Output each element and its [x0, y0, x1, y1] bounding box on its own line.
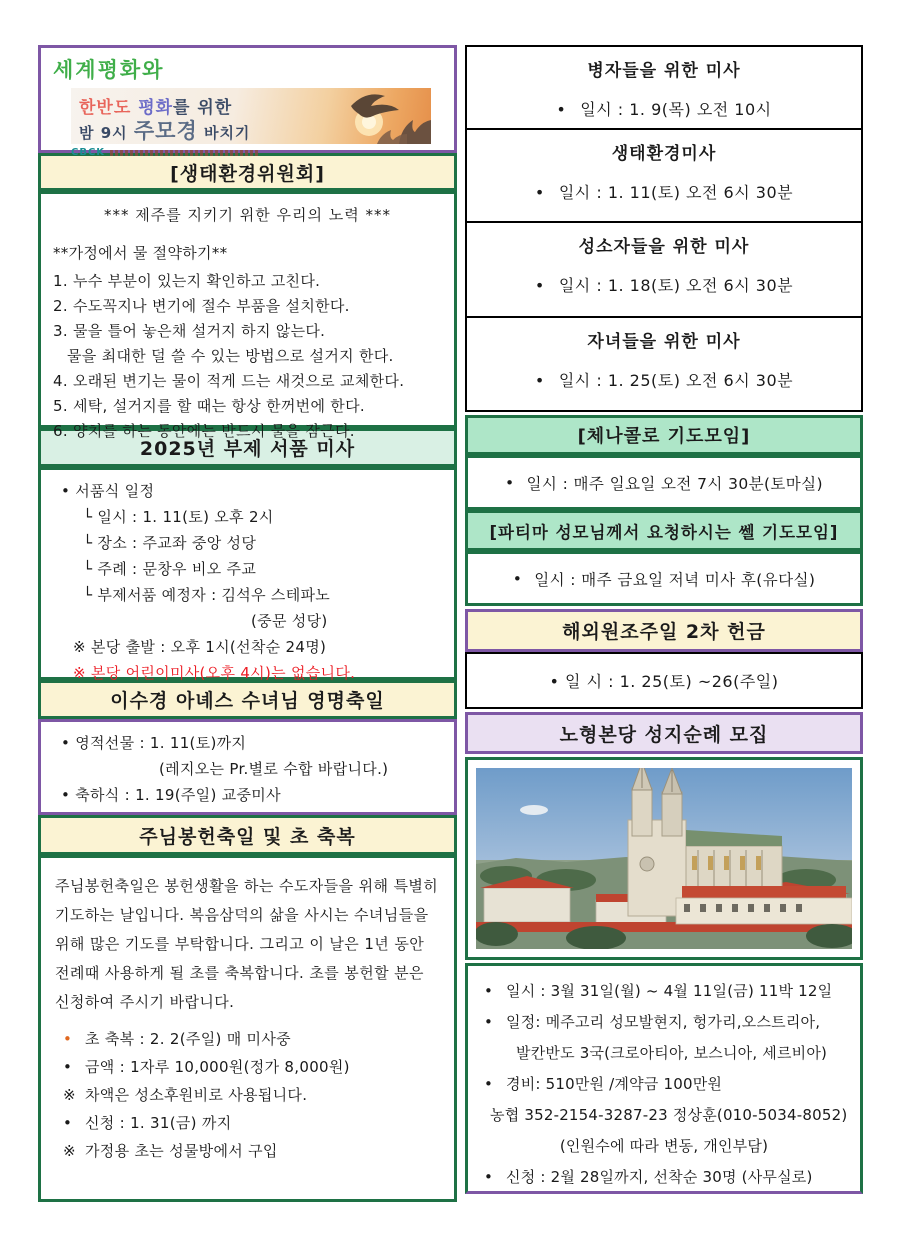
mass-title: 병자들을 위한 미사 [587, 61, 741, 81]
mass-box-children [465, 316, 863, 412]
candlemas-item: • 초 축복 : 2. 2(주일) 매 미사중 [63, 1030, 291, 1048]
fatima-detail: • 일시 : 매주 금요일 저녁 미사 후(유다실) [465, 551, 863, 606]
mass-detail: • 일시 : 1. 11(토) 오전 6시 30분 [534, 183, 794, 202]
ordination-note: ※ 본당 출발 : 오후 1시(선착순 24명) [73, 638, 327, 656]
eco-item: 5. 세탁, 설거지를 할 때는 항상 한꺼번에 한다. [53, 397, 365, 415]
mass-detail: • 일시 : 1. 9(목) 오전 10시 [556, 100, 772, 119]
eco-committee-content [38, 191, 457, 440]
candlemas-item: ※ 차액은 성소후원비로 사용됩니다. [63, 1086, 308, 1104]
ordination-item: └ 장소 : 주교좌 중앙 성당 [83, 534, 257, 552]
fatima-header: [파티마 성모님께서 요청하시는 쎌 기도모임] [465, 510, 863, 551]
eco-item: 물을 최대한 덜 쓸 수 있는 방법으로 설거지 한다. [67, 347, 394, 365]
mass-box-sick [465, 45, 863, 130]
banner-line-2: 밤 9시 주모경 바치기 [79, 119, 251, 143]
cenacolo-detail: • 일시 : 매주 일요일 오전 7시 30분(토마실) [465, 455, 863, 510]
banner-line-1: 한반도 평화를 위한 [79, 98, 233, 118]
pilgrimage-line: • 경비: 510만원 /계약금 100만원 [484, 1075, 723, 1093]
eco-item: 3. 물을 틀어 놓은채 설거지 하지 않는다. [53, 322, 326, 340]
candlemas-paragraph: 주님봉헌축일은 봉헌생활을 하는 수도자들을 위해 특별히 기도하는 날입니다. 복음삼덕의 삶을 사시는 수녀님들을 위해 많은 기도를 부탁합니다. 그리고 이 날은 1년 동안 전례때 사용하게 될 초를 축복합니다. 초를 봉헌할 분은 신청하여 주시기 바랍니다. [55, 877, 439, 1011]
ordination-item: (중문 성당) [251, 612, 328, 630]
cbck-micro-text [110, 150, 260, 156]
mass-box-ecology [465, 128, 863, 223]
pilgrimage-header: 노형본당 성지순례 모집 [465, 712, 863, 754]
dove-and-hands-illustration [281, 88, 431, 144]
ordination-item: └ 부제서품 예정자 : 김석우 스테파노 [83, 586, 331, 604]
world-peace-section [38, 45, 457, 158]
eco-item: 1. 누수 부분이 있는지 확인하고 고친다. [53, 272, 321, 290]
cenacolo-header: [체나콜로 기도모임] [465, 415, 863, 455]
ordination-mass-content [38, 467, 457, 680]
mass-title: 생태환경미사 [611, 144, 717, 164]
pilgrimage-line: • 일정: 메주고리 성모발현지, 헝가리,오스트리아, [484, 1013, 821, 1031]
candlemas-header: 주님봉헌축일 및 초 축복 [38, 815, 457, 855]
ordination-lead: • 서품식 일정 [61, 482, 155, 500]
eco-subtitle: *** 제주를 지키기 위한 우리의 노력 *** [104, 206, 391, 224]
eco-committee-header: [생태환경위원회] [38, 153, 457, 191]
pilgrimage-line: 농협 352-2154-3287-23 정상훈(010-5034-8052) [490, 1106, 848, 1124]
feast-line: • 축하식 : 1. 19(주일) 교중미사 [61, 786, 281, 804]
eco-item: 4. 오래된 변기는 물이 적게 드는 새것으로 교체한다. [53, 372, 405, 390]
pilgrimage-photo [465, 757, 863, 960]
pilgrimage-details [465, 963, 863, 1194]
feast-day-header: 이수경 아녜스 수녀님 영명축일 [38, 680, 457, 719]
pilgrimage-line: • 신청 : 2월 28일까지, 선착순 30명 (사무실로) [484, 1168, 813, 1186]
peace-campaign-banner [71, 88, 431, 144]
ordination-mass-header: 2025년 부제 서품 미사 [38, 428, 457, 467]
candlemas-item: • 금액 : 1자루 10,000원(정가 8,000원) [63, 1058, 350, 1076]
left-column [38, 45, 457, 1202]
world-peace-title: 세계평화와 [53, 58, 165, 82]
mass-detail: • 일시 : 1. 25(토) 오전 6시 30분 [534, 371, 794, 390]
mass-title: 자녀들을 위한 미사 [587, 332, 741, 352]
mass-detail: • 일시 : 1. 18(토) 오전 6시 30분 [534, 276, 794, 295]
feast-day-content [38, 719, 457, 815]
pilgrimage-line: • 일시 : 3월 31일(월) ~ 4월 11일(금) 11박 12일 [484, 982, 833, 1000]
ordination-item: └ 일시 : 1. 11(토) 오후 2시 [83, 508, 274, 526]
pilgrimage-line: 발칸반도 3국(크로아티아, 보스니아, 세르비아) [516, 1044, 828, 1062]
eco-item: 2. 수도꼭지나 변기에 절수 부품을 설치한다. [53, 297, 350, 315]
cbck-logo: CBCK [71, 147, 106, 158]
mass-box-vocations [465, 221, 863, 318]
candlemas-content [38, 855, 457, 1202]
right-column [465, 45, 863, 1194]
ordination-note-red: ※ 본당 어린이미사(오후 4시)는 없습니다. [73, 664, 356, 682]
overseas-aid-header: 해외원조주일 2차 헌금 [465, 609, 863, 652]
mass-title: 성소자들을 위한 미사 [578, 237, 750, 257]
eco-item: 6. 양치를 하는 동안에는 반드시 물을 잠근다. [53, 422, 355, 440]
pilgrimage-line: (인원수에 따라 변동, 개인부담) [559, 1137, 769, 1155]
feast-line: (레지오는 Pr.별로 수합 바랍니다.) [159, 760, 389, 778]
ordination-item: └ 주례 : 문창우 비오 주교 [83, 560, 257, 578]
candlemas-item: ※ 가정용 초는 성물방에서 구입 [63, 1142, 278, 1160]
overseas-aid-detail: • 일 시 : 1. 25(토) ~26(주일) [465, 652, 863, 709]
feast-line: • 영적선물 : 1. 11(토)까지 [61, 734, 247, 752]
cathedral-photo-illustration [476, 768, 852, 949]
eco-intro: **가정에서 물 절약하기** [53, 244, 228, 262]
candlemas-item: • 신청 : 1. 31(금) 까지 [63, 1114, 232, 1132]
